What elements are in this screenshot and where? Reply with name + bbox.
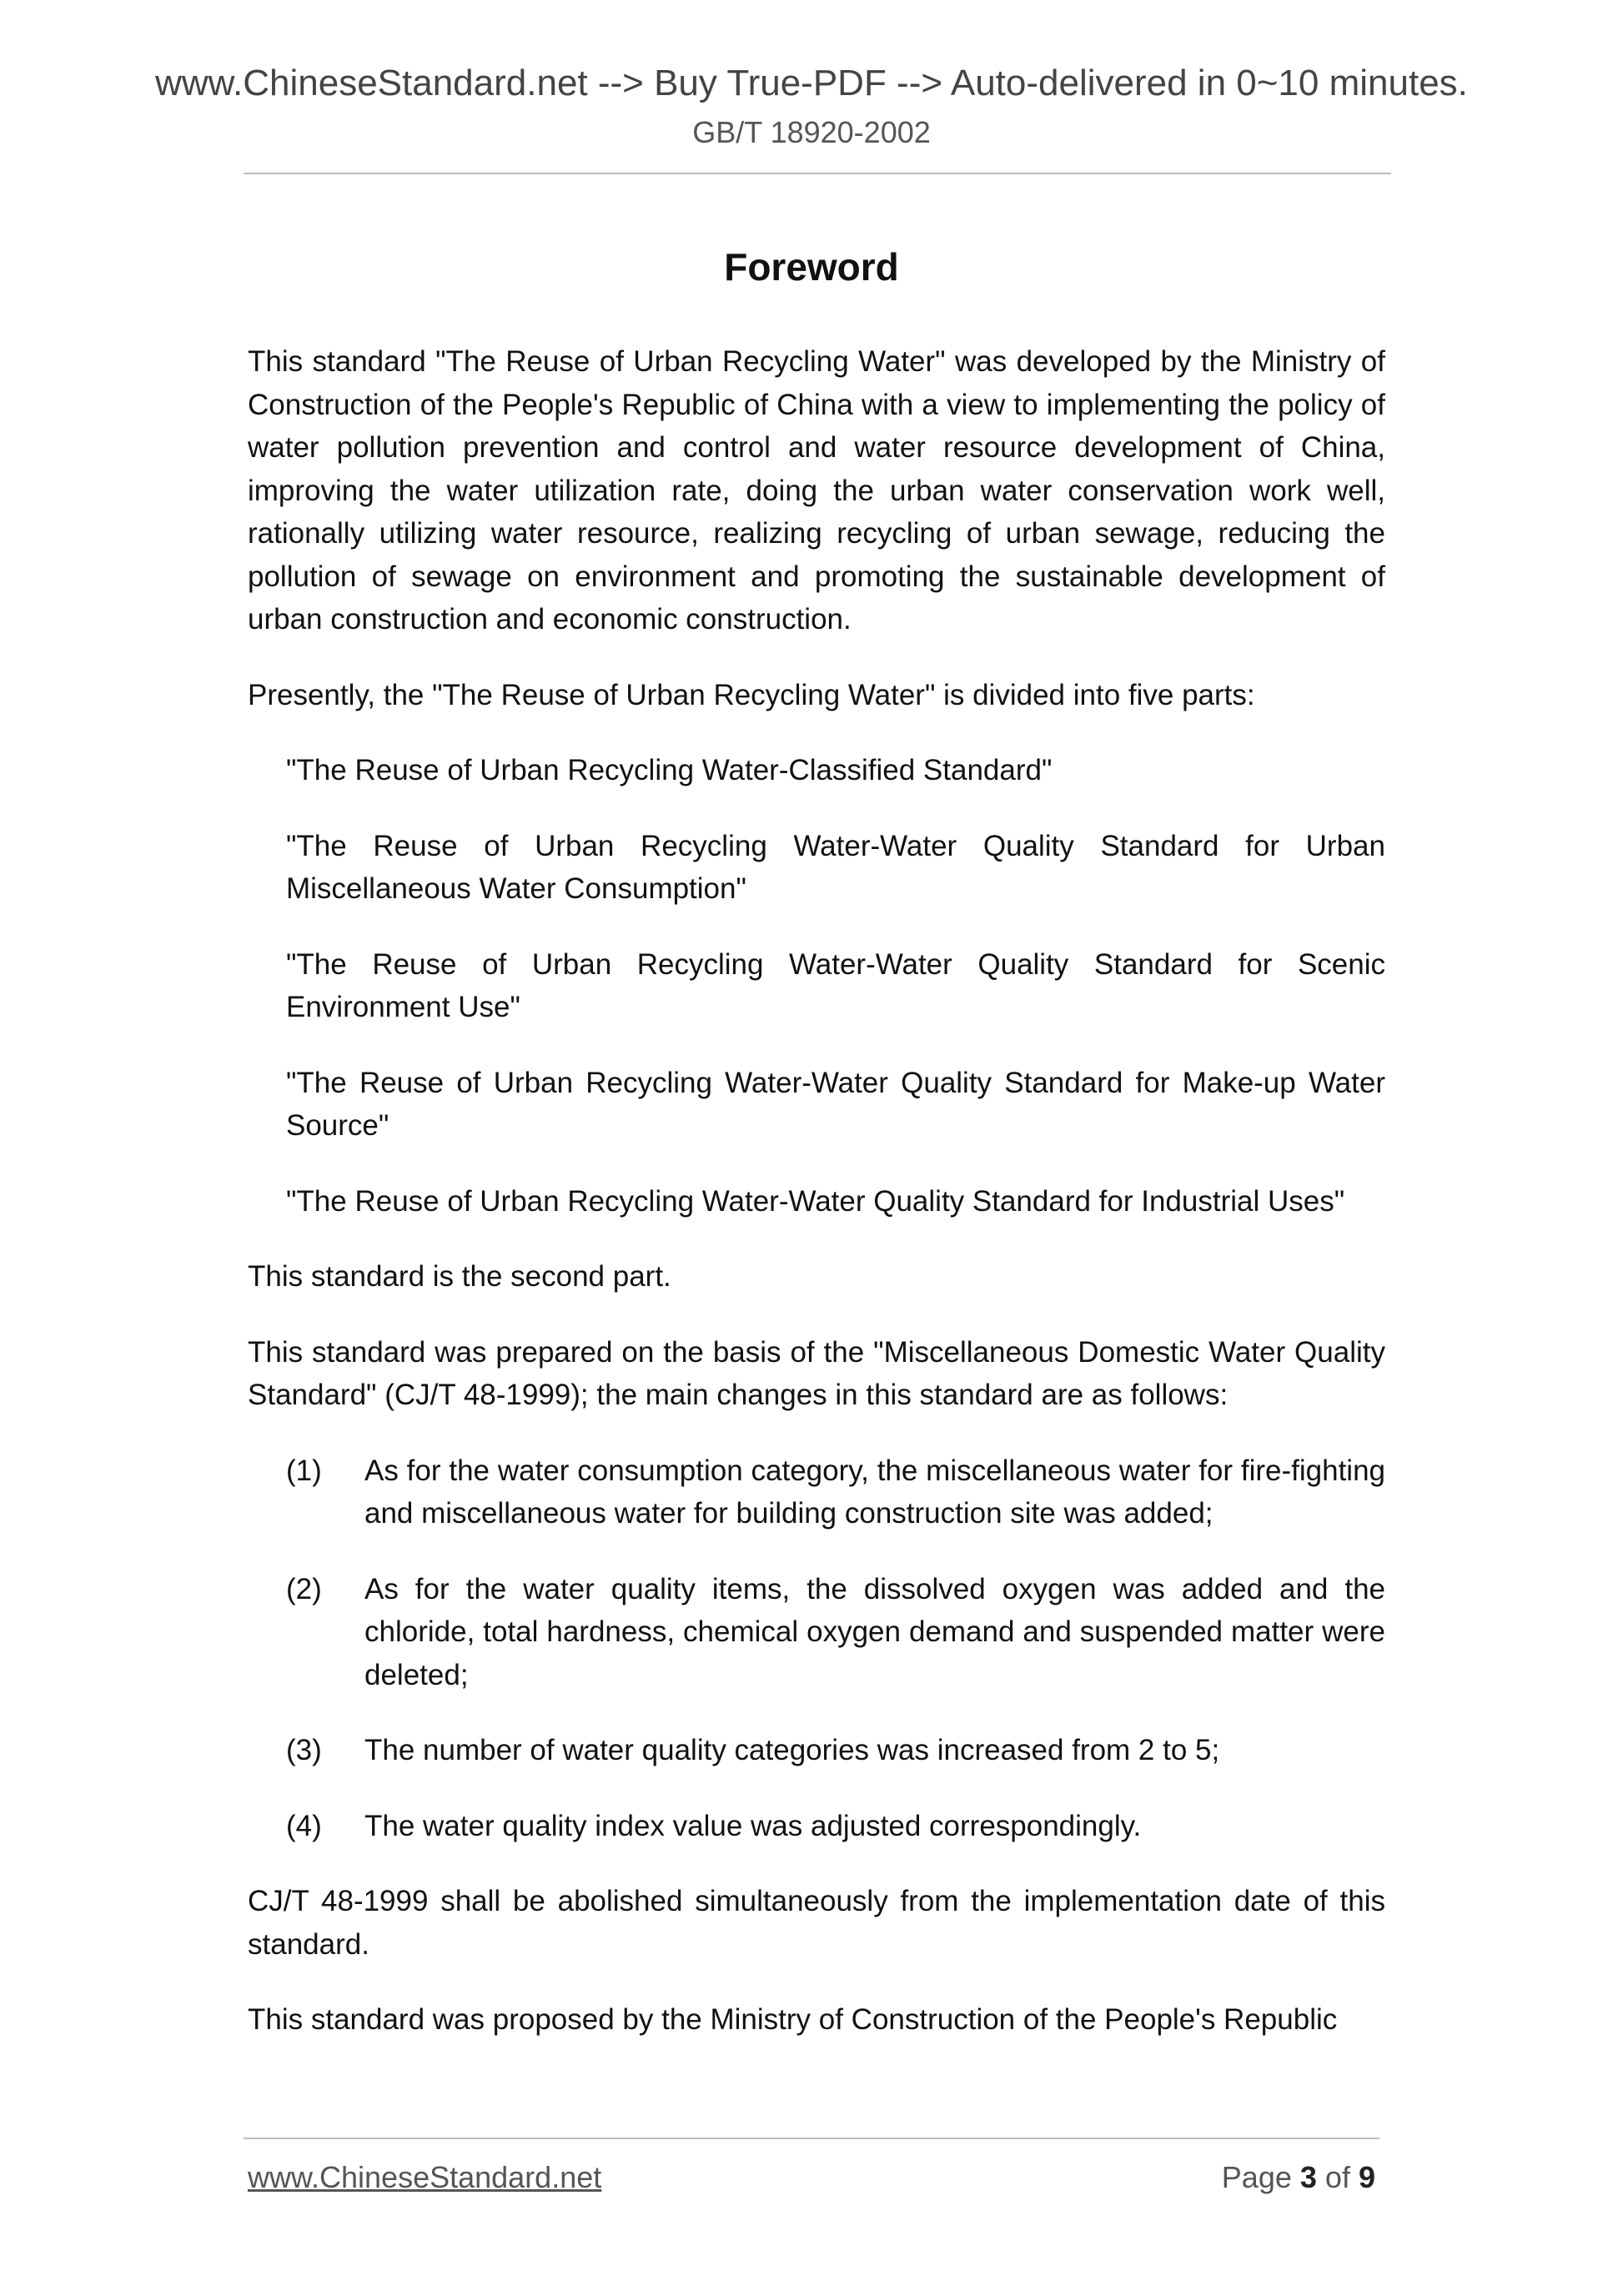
intro-paragraph: This standard "The Reuse of Urban Recycling Water" was developed by the Ministry of Construction of the People's Republic of China with a view to implementing the policy of water pollution prevention and control and water resource development of China, improving the water utilization rate, doing the urban water conservation work well, rationally utilizing water resource, realizing recycling of urban sewage, reducing the pollution of sewage on environment and promoting the sustainable development of urban construction and economic construction. [248,345,1385,636]
change-item [248,1568,1385,1697]
basis-paragraph: This standard was prepared on the basis of the "Miscellaneous Domestic Water Quality Standard" (CJ/T 48-1999); the main changes in this standard are as follows: [248,1335,1385,1411]
header-banner: www.ChineseStandard.net --> Buy True-PDF --> Auto-delivered in 0~10 minutes. [155,63,1468,103]
change-text: The number of water quality categories was increased from 2 to 5; [364,1734,1220,1766]
part-item: "The Reuse of Urban Recycling Water-Water Quality Standard for Urban Miscellaneous Water Consumption" [286,829,1385,905]
footer-divider [244,2138,1379,2139]
document-body [248,340,1385,2074]
change-number: (4) [286,1809,322,1842]
page-of: of [1324,2160,1350,2194]
change-text: As for the water quality items, the dissolved oxygen was added and the chloride, total hardness, chemical oxygen demand and suspended matter were deleted; [364,1572,1385,1691]
header-divider [244,173,1391,174]
parts-intro-paragraph: Presently, the "The Reuse of Urban Recycling Water" is divided into five parts: [248,678,1255,711]
page-indicator [1222,2160,1375,2195]
change-item [248,1729,1385,1772]
change-number: (1) [286,1454,322,1487]
current-page-number: 3 [1299,2160,1317,2194]
abolished-paragraph: CJ/T 48-1999 shall be abolished simultaneously from the implementation date of this standard. [248,1885,1385,1961]
change-item [248,1805,1385,1848]
footer-website-link[interactable]: www.ChineseStandard.net [248,2160,602,2194]
part-item: "The Reuse of Urban Recycling Water-Water Quality Standard for Make-up Water Source" [286,1066,1385,1142]
change-item [248,1449,1385,1535]
second-part-paragraph: This standard is the second part. [248,1260,671,1293]
total-page-number: 9 [1358,2160,1375,2194]
page-title: Foreword [724,245,899,289]
standard-id: GB/T 18920-2002 [692,115,931,149]
change-text: The water quality index value was adjusted correspondingly. [364,1809,1142,1842]
part-item: "The Reuse of Urban Recycling Water-Water Quality Standard for Industrial Uses" [286,1184,1345,1218]
part-item: "The Reuse of Urban Recycling Water-Classified Standard" [286,754,1053,786]
proposed-paragraph: This standard was proposed by the Ministry of Construction of the People's Republic [248,2003,1338,2036]
page-prefix: Page [1221,2160,1292,2194]
change-text: As for the water consumption category, the miscellaneous water for fire-fighting and miscellaneous water for building construction site was added; [364,1454,1385,1530]
part-item: "The Reuse of Urban Recycling Water-Water Quality Standard for Scenic Environment Use" [286,947,1385,1023]
change-number: (2) [286,1572,322,1605]
change-number: (3) [286,1734,322,1766]
